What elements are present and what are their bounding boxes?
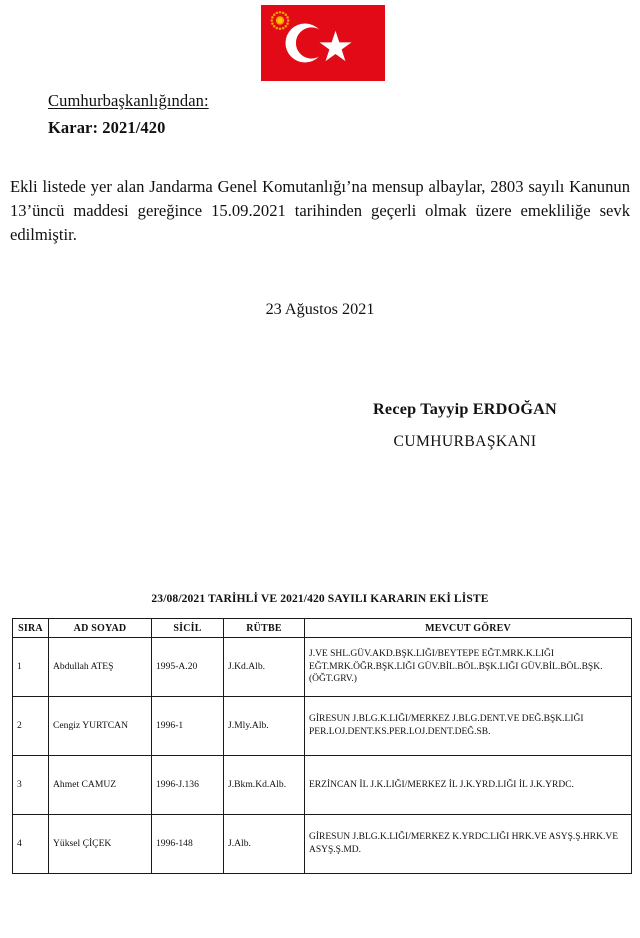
cell-ad-soyad: Cengiz YURTCAN <box>49 697 152 756</box>
table-header-row <box>13 619 632 638</box>
column-header-sira: SIRA <box>13 619 49 638</box>
table-row <box>13 815 632 874</box>
cell-ad-soyad: Ahmet CAMUZ <box>49 756 152 815</box>
signatory-name: Recep Tayyip ERDOĞAN <box>373 400 557 418</box>
cell-sira: 3 <box>13 756 49 815</box>
cell-ad-soyad: Abdullah ATEŞ <box>49 638 152 697</box>
cell-rutbe: J.Mly.Alb. <box>224 697 305 756</box>
column-header-sicil: SİCİL <box>152 619 224 638</box>
cell-rutbe: J.Bkm.Kd.Alb. <box>224 756 305 815</box>
cell-gorev: GİRESUN J.BLG.K.LIĞI/MERKEZ K.YRDC.LIĞI HRK.VE ASYŞ.Ş.HRK.VE ASYŞ.Ş.MD. <box>305 815 632 874</box>
cell-rutbe: J.Alb. <box>224 815 305 874</box>
cell-sicil: 1996-J.136 <box>152 756 224 815</box>
decree-date: 23 Ağustos 2021 <box>265 300 375 318</box>
signature-block <box>330 400 600 451</box>
cell-gorev: GİRESUN J.BLG.K.LIĞI/MERKEZ J.BLG.DENT.VE DEĞ.BŞK.LIĞI PER.LOJ.DENT.KS.PER.LOJ.DENT.DEĞ.SB. <box>305 697 632 756</box>
cell-gorev: J.VE SHL.GÜV.AKD.BŞK.LIĞI/BEYTEPE EĞT.MRK.K.LIĞI EĞT.MRK.ÖĞR.BŞK.LIĞI GÜV.BİL.BÖL.BŞK.LIĞI GÜV.BİL.BÖL.BŞK.(ÖĞT.GRV.) <box>305 638 632 697</box>
cell-sira: 1 <box>13 638 49 697</box>
cell-rutbe: J.Kd.Alb. <box>224 638 305 697</box>
decision-number: Karar: 2021/420 <box>48 117 166 137</box>
cell-ad-soyad: Yüksel ÇİÇEK <box>49 815 152 874</box>
column-header-rutbe: RÜTBE <box>224 619 305 638</box>
table-row <box>13 638 632 697</box>
document-header <box>48 90 448 139</box>
decree-body-paragraph: Ekli listede yer alan Jandarma Genel Komutanlığı’na mensup albaylar, 2803 sayılı Kanunun 13’üncü maddesi gereğince 15.09.2021 tarihinden geçerli olmak üzere emekliliğe sevk edilmiştir. <box>10 176 630 245</box>
cell-sicil: 1996-1 <box>152 697 224 756</box>
issuer-line: Cumhurbaşkanlığından: <box>48 91 209 110</box>
column-header-ad-soyad: AD SOYAD <box>49 619 152 638</box>
table-row <box>13 697 632 756</box>
signatory-title: CUMHURBAŞKANI <box>393 433 537 450</box>
column-header-gorev: MEVCUT GÖREV <box>305 619 632 638</box>
table-row <box>13 756 632 815</box>
cell-sira: 4 <box>13 815 49 874</box>
annex-personnel-table <box>12 618 632 874</box>
annex-list-title: 23/08/2021 TARİHLİ VE 2021/420 SAYILI KARARIN EKİ LİSTE <box>151 592 489 605</box>
cell-sicil: 1996-148 <box>152 815 224 874</box>
cell-sicil: 1995-A.20 <box>152 638 224 697</box>
cell-sira: 2 <box>13 697 49 756</box>
cell-gorev: ERZİNCAN İL J.K.LIĞI/MERKEZ İL J.K.YRD.LIĞI İL J.K.YRDC. <box>305 756 632 815</box>
turkish-flag <box>261 5 385 81</box>
